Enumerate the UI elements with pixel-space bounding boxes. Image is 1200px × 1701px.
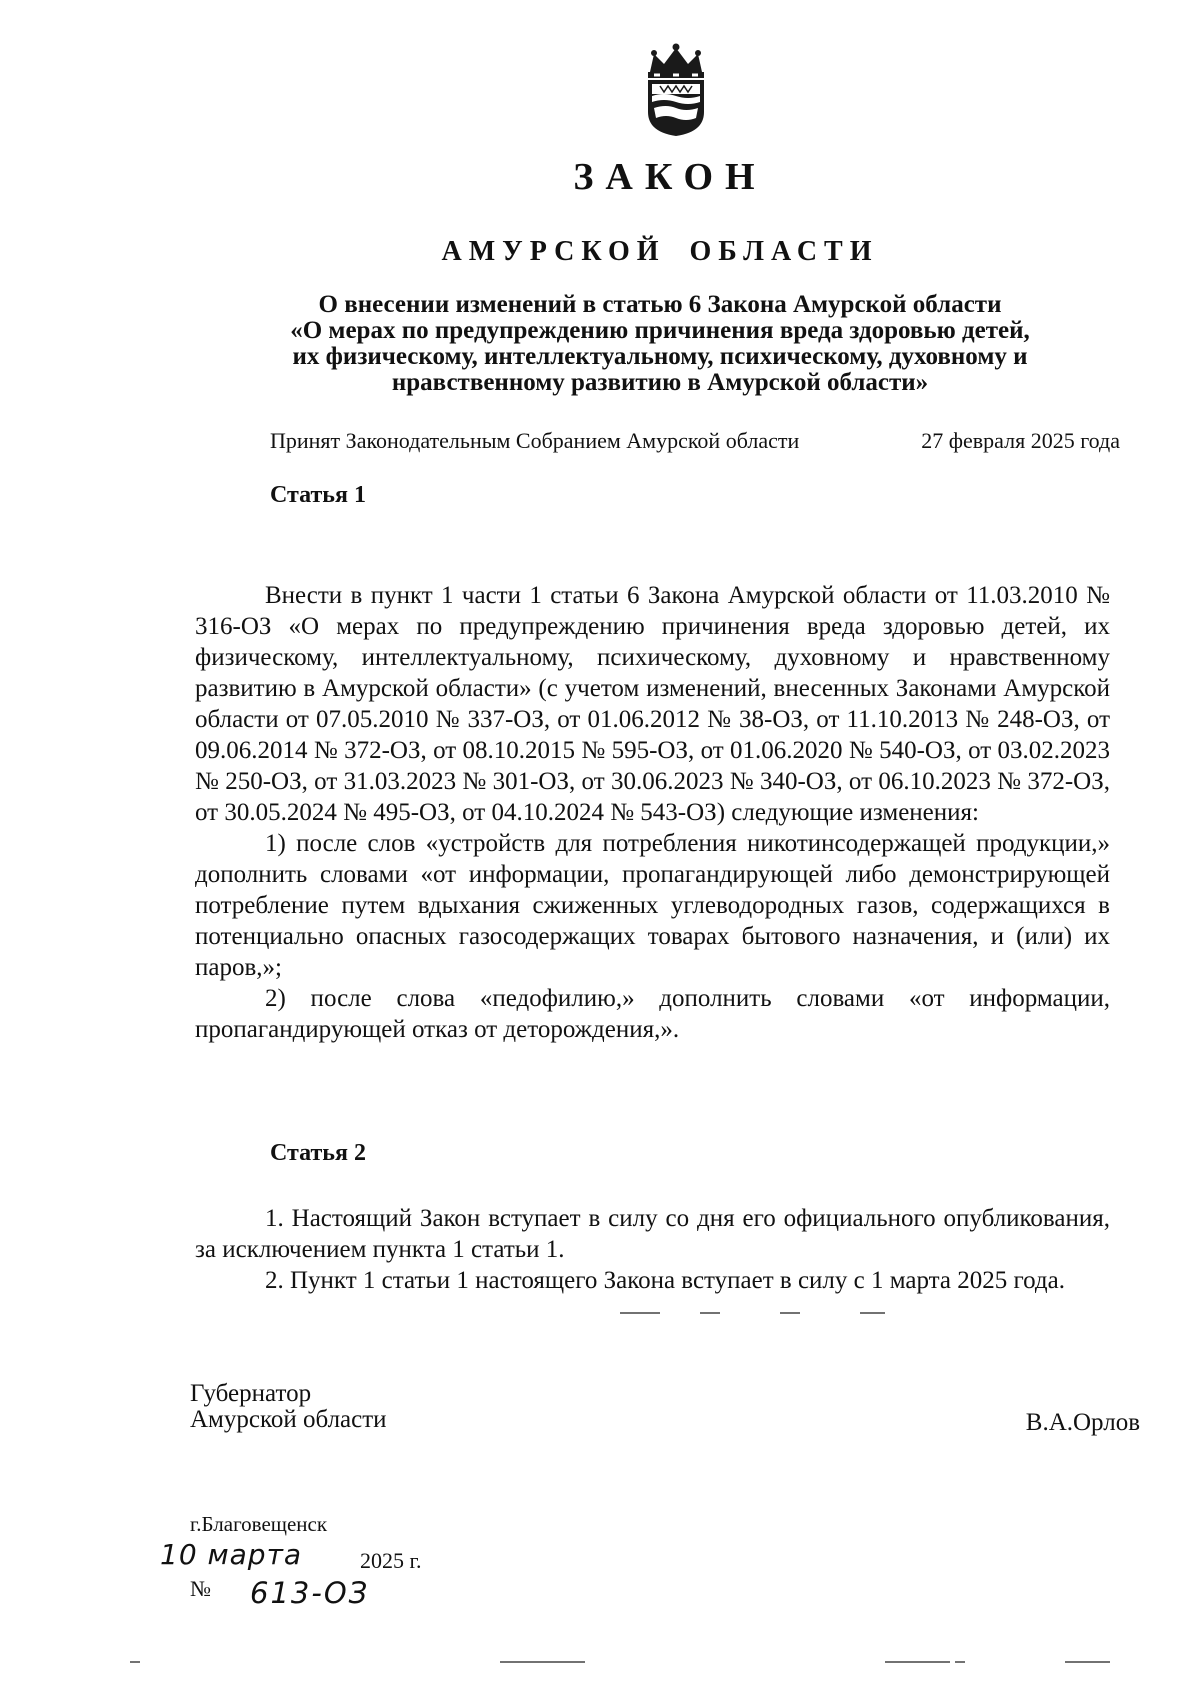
law-subject-line: «О мерах по предупреждению причинения вреда здоровью детей, bbox=[290, 317, 1030, 344]
article-2-item-1: 1. Настоящий Закон вступает в силу со дня его официального опубликования, за исключением пункта 1 статьи 1. bbox=[195, 1205, 1110, 1263]
article-1-heading: Статья 1 bbox=[270, 482, 366, 508]
signatory-name: В.А.Орлов bbox=[1025, 1409, 1140, 1436]
region-title-word2: ОБЛАСТИ bbox=[689, 236, 879, 267]
signatory-title-line: Губернатор bbox=[190, 1380, 312, 1407]
law-subject-line: О внесении изменений в статью 6 Закона Амурской области bbox=[318, 291, 1002, 318]
signatory-title-line: Амурской области bbox=[190, 1406, 387, 1433]
signing-date-line bbox=[160, 1538, 460, 1578]
region-title-word1: АМУРСКОЙ bbox=[441, 236, 666, 267]
handwritten-law-number: 613-ОЗ bbox=[250, 1576, 370, 1610]
law-subject-title bbox=[230, 292, 1090, 396]
article-2-heading: Статья 2 bbox=[270, 1140, 366, 1166]
amur-oblast-coat-of-arms-icon bbox=[640, 42, 712, 138]
article-1-item-1: 1) после слов «устройств для потребления никотинсодержащей продукции,» дополнить словами «от информации, пропагандирующей либо демонстрирующей потребление путем вдыхания сжиженных углеводородных газов, содержащихся в потенциально опасных газосодержащих товарах бытового назначения, и (или) их паров,»; bbox=[195, 830, 1110, 981]
article-1-intro: Внести в пункт 1 части 1 статьи 6 Закона Амурской области от 11.03.2010 № 316-ОЗ «О мерах по предупреждению причинения вреда здоровью детей, их физическому, интеллектуальному, психическому, духовному и нравственному развитию в Амурской области» (с учетом изменений, внесенных Законами Амурской области от 07.05.2010 № 337-ОЗ, от 01.06.2012 № 38-ОЗ, от 11.10.2013 № 248-ОЗ, от 09.06.2014 № 372-ОЗ, от 08.10.2015 № 595-ОЗ, от 01.06.2020 № 540-ОЗ, от 03.02.2023 № 250-ОЗ, от 31.03.2023 № 301-ОЗ, от 30.06.2023 № 340-ОЗ, от 06.10.2023 № 372-ОЗ, от 30.05.2024 № 495-ОЗ, от 04.10.2024 № 543-ОЗ) следующие изменения: bbox=[195, 582, 1110, 826]
article-1-item-2: 2) после слова «педофилию,» дополнить словами «от информации, пропагандирующей отказ от деторождения,». bbox=[195, 985, 1110, 1043]
adopted-by: Принят Законодательным Собранием Амурской области bbox=[270, 428, 800, 453]
number-sign: № bbox=[190, 1576, 211, 1601]
article-2-item-2: 2. Пункт 1 статьи 1 настоящего Закона вступает в силу с 1 марта 2025 года. bbox=[265, 1267, 1065, 1294]
signing-year: 2025 г. bbox=[360, 1548, 422, 1573]
adoption-line bbox=[270, 428, 1120, 454]
article-1-body bbox=[195, 580, 1110, 1045]
document-type-title: ЗАКОН bbox=[573, 156, 767, 198]
adoption-date: 27 февраля 2025 года bbox=[921, 428, 1120, 453]
law-subject-line: их физическому, интеллектуальному, психическому, духовному и bbox=[292, 343, 1028, 370]
article-2-body bbox=[195, 1203, 1110, 1296]
law-subject-line: нравственному развитию в Амурской области» bbox=[391, 369, 929, 396]
place-of-signing: г.Благовещенск bbox=[190, 1512, 328, 1536]
handwritten-date: 10 марта bbox=[160, 1538, 303, 1571]
signatory-title bbox=[190, 1381, 387, 1433]
region-title bbox=[0, 236, 1200, 268]
law-number-line bbox=[190, 1576, 490, 1616]
